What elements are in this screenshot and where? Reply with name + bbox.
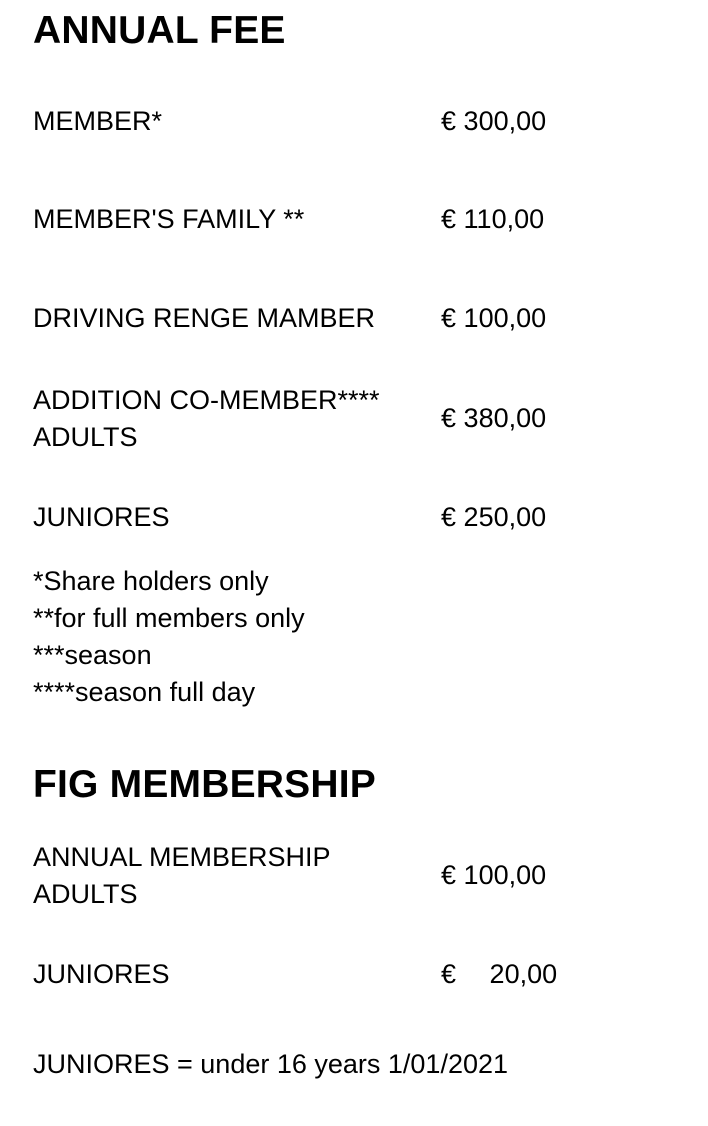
currency-symbol: € xyxy=(441,860,457,890)
fee-row-family-label: MEMBER'S FAMILY ** xyxy=(33,204,305,234)
currency-symbol: € xyxy=(441,303,457,333)
fee-row-driving-range-price xyxy=(441,300,546,337)
fig-row-juniores-price xyxy=(441,956,557,993)
price-amount: 100,00 xyxy=(463,303,547,333)
fee-row-juniores-price xyxy=(441,499,546,536)
fig-row-juniores-label: JUNIORES xyxy=(33,959,170,989)
fee-row-co-member-label xyxy=(33,382,380,456)
fee-row-driving-range-label: DRIVING RENGE MAMBER xyxy=(33,303,376,333)
price-amount: 110,00 xyxy=(463,204,545,234)
fig-membership-title: FIG MEMBERSHIP xyxy=(33,763,376,806)
note-share-holders: *Share holders only xyxy=(33,566,269,596)
fig-row-annual-price xyxy=(441,857,546,894)
fee-row-juniores-label: JUNIORES xyxy=(33,502,170,532)
note-full-members: **for full members only xyxy=(33,603,305,633)
juniores-age-note: JUNIORES = under 16 years 1/01/2021 xyxy=(33,1049,509,1079)
price-amount: 100,00 xyxy=(463,860,547,890)
price-amount: 250,00 xyxy=(463,502,547,532)
currency-symbol: € xyxy=(441,204,457,234)
annual-fee-title: ANNUAL FEE xyxy=(33,9,286,52)
fee-row-member-label: MEMBER* xyxy=(33,106,163,136)
price-amount: 300,00 xyxy=(463,106,547,136)
fee-row-co-member-label-line1: ADDITION CO-MEMBER**** xyxy=(33,385,380,415)
fig-row-annual-label xyxy=(33,839,331,913)
note-season: ***season xyxy=(33,640,152,670)
fee-row-family-price xyxy=(441,201,544,238)
currency-symbol: € xyxy=(441,403,457,433)
currency-symbol: € xyxy=(441,106,457,136)
fee-row-member-price xyxy=(441,103,546,140)
currency-symbol: € xyxy=(441,502,457,532)
fig-row-annual-label-line2: ADULTS xyxy=(33,879,138,909)
price-amount: 20,00 xyxy=(489,959,558,989)
price-amount: 380,00 xyxy=(463,403,547,433)
fee-notes xyxy=(33,563,305,711)
fee-row-co-member-label-line2: ADULTS xyxy=(33,422,138,452)
fig-row-annual-label-line1: ANNUAL MEMBERSHIP xyxy=(33,842,331,872)
note-season-full-day: ****season full day xyxy=(33,677,256,707)
fee-row-co-member-price xyxy=(441,400,546,437)
currency-symbol: € xyxy=(441,959,457,989)
